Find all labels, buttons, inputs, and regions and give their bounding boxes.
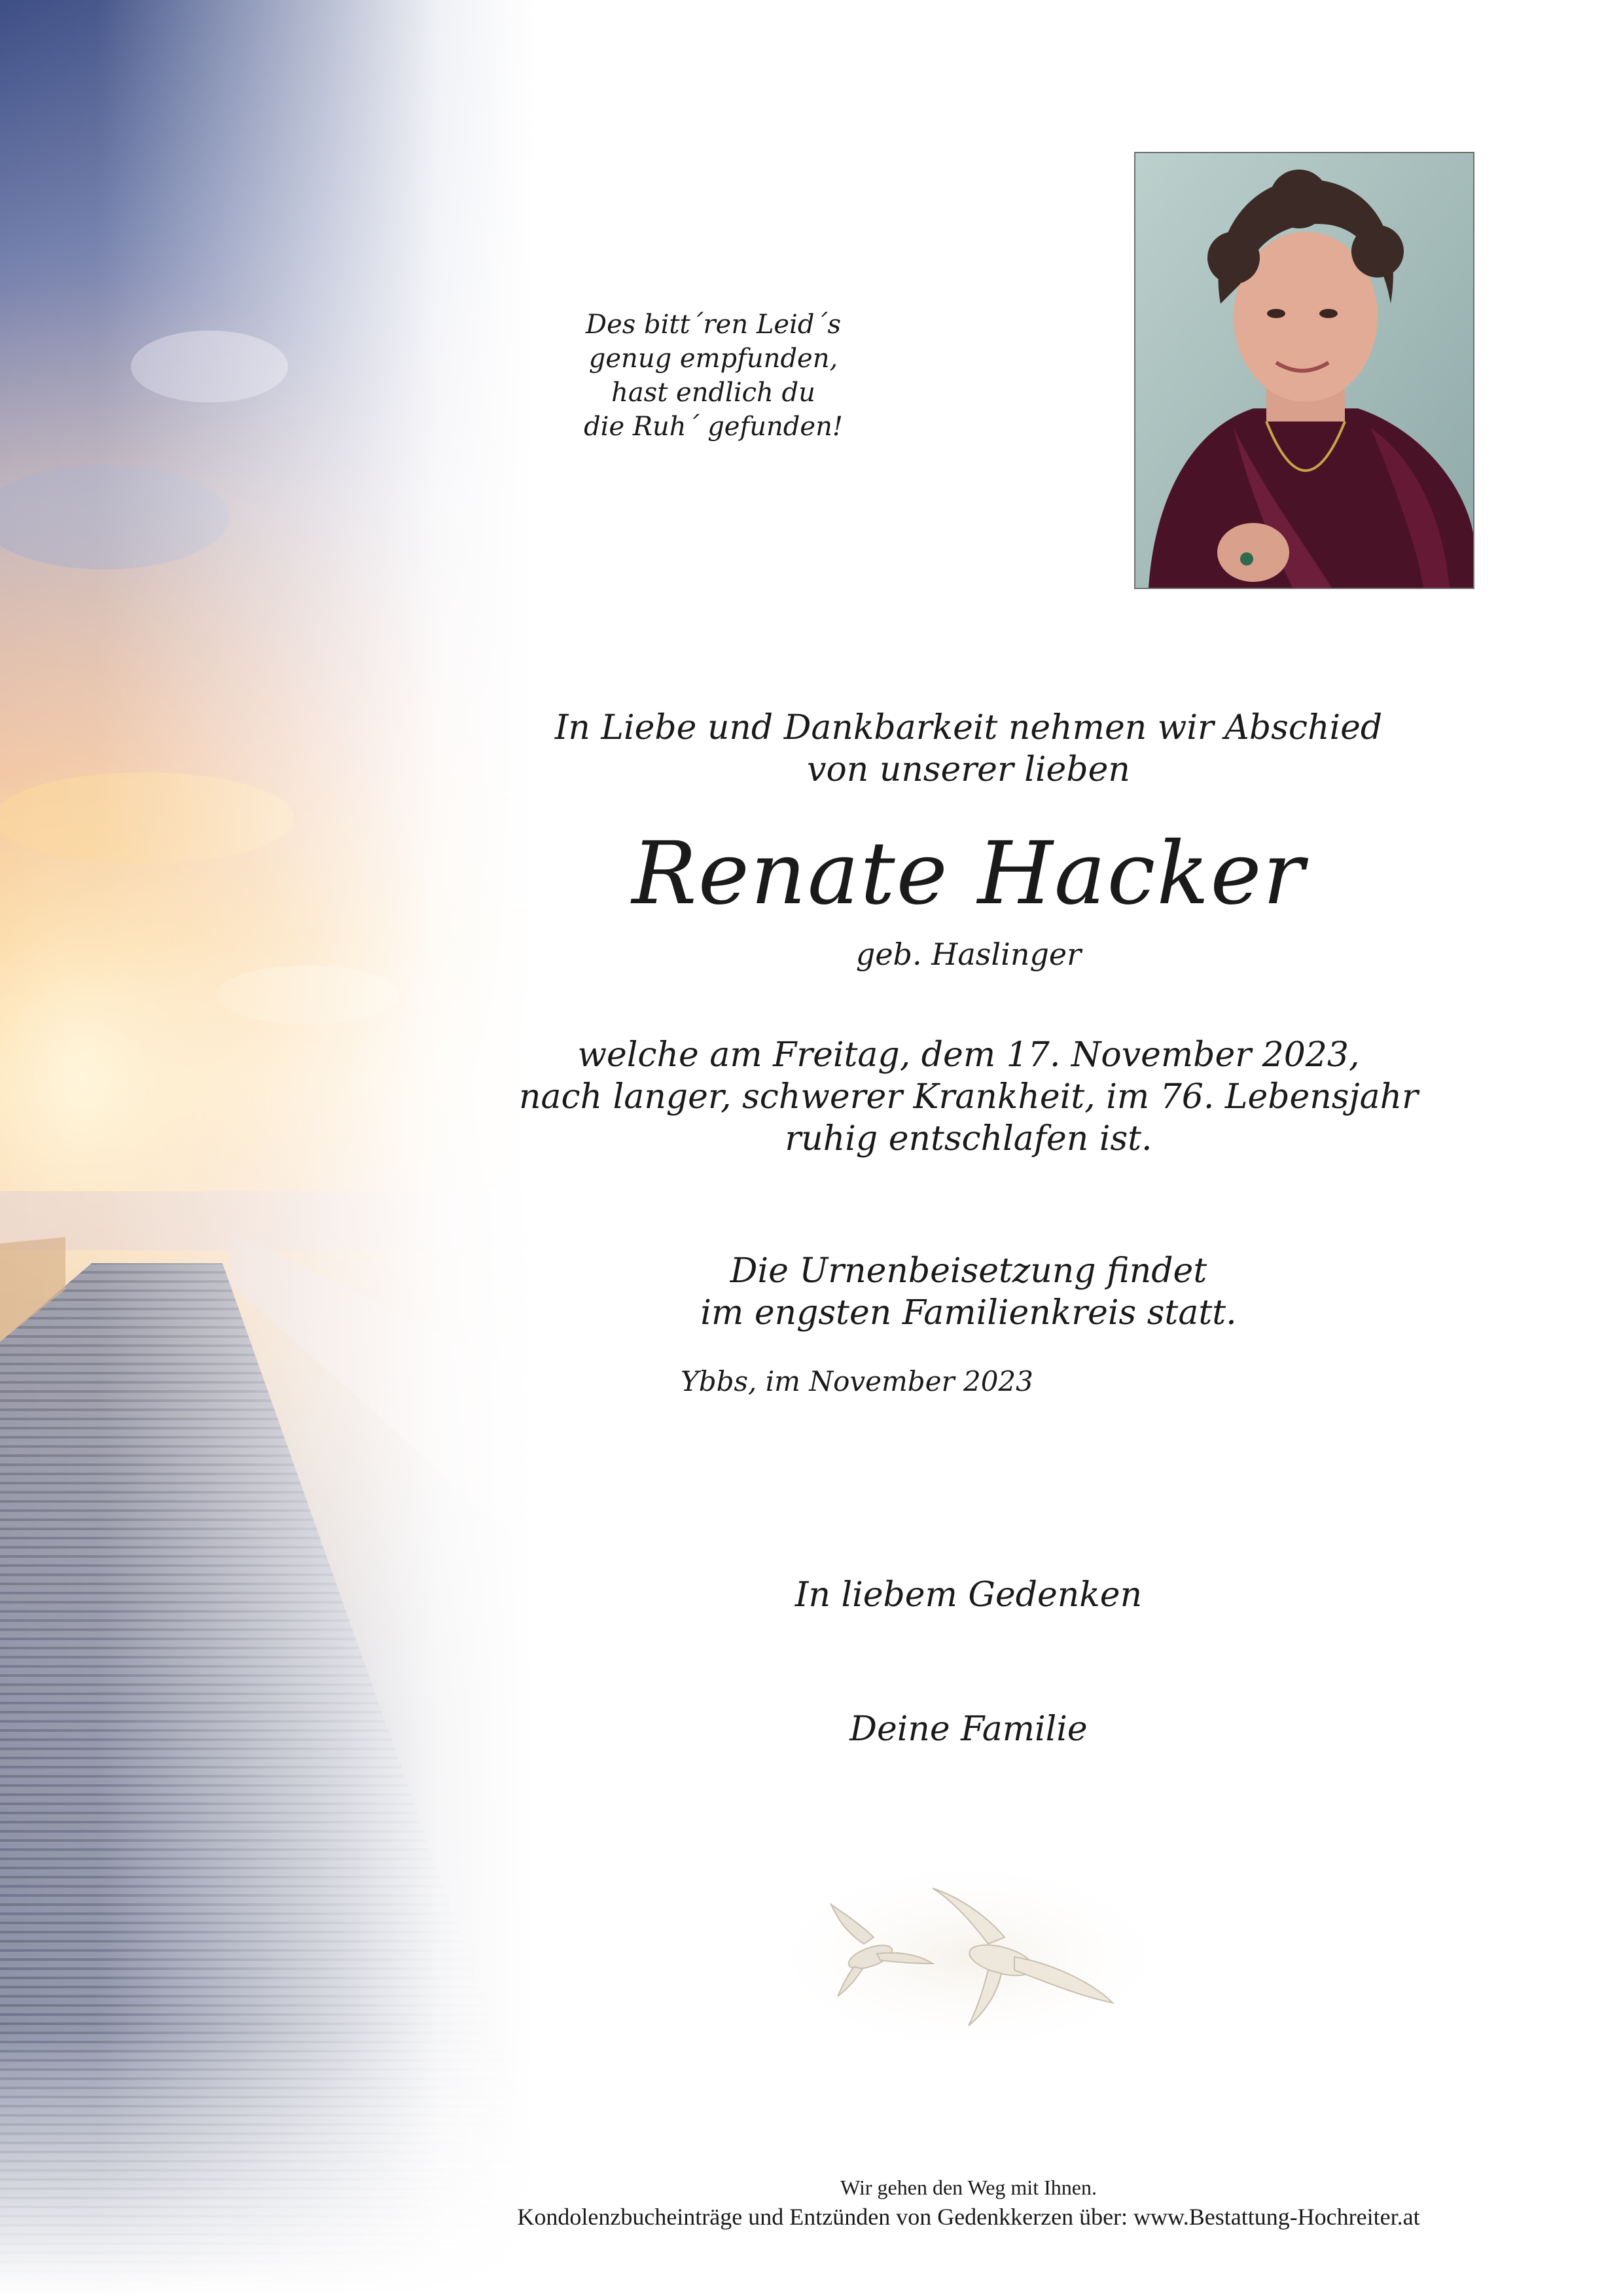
death-notice-line-2: nach langer, schwerer Krankheit, im 76. Lebensjahr bbox=[519, 1077, 1418, 1117]
intro-line-2: von unserer lieben bbox=[807, 750, 1130, 789]
death-notice-line-3: ruhig entschlafen ist. bbox=[785, 1119, 1152, 1158]
place-and-date: Ybbs, im November 2023 bbox=[681, 1365, 1033, 1397]
portrait-image bbox=[1135, 153, 1473, 588]
intro-line-1: In Liebe und Dankbarkeit nehmen wir Abschied bbox=[554, 708, 1383, 747]
memory-phrase: In liebem Gedenken bbox=[794, 1575, 1143, 1615]
footer-condolence-info: Kondolenzbucheinträge und Entzünden von Gedenkkerzen über: www.Bestattung-Hochreiter.at bbox=[517, 2204, 1420, 2230]
memorial-poem bbox=[504, 308, 923, 444]
poem-line: Des bitt´ren Leid´s bbox=[586, 310, 841, 340]
burial-line-2: im engsten Familienkreis statt. bbox=[700, 1293, 1237, 1333]
poem-line: die Ruh´ gefunden! bbox=[584, 412, 843, 442]
deceased-name: Renate Hacker bbox=[632, 823, 1306, 924]
family-signature: Deine Familie bbox=[849, 1710, 1088, 1749]
burial-line-1: Die Urnenbeisetzung findet bbox=[730, 1251, 1207, 1291]
burial-notice bbox=[458, 1250, 1479, 1334]
birth-name: geb. Haslinger bbox=[855, 937, 1082, 972]
death-notice-line-1: welche am Freitag, dem 17. November 2023, bbox=[577, 1035, 1360, 1075]
footer-tagline: Wir gehen den Weg mit Ihnen. bbox=[840, 2176, 1097, 2199]
poem-line: genug empfunden, bbox=[588, 344, 838, 374]
poem-line: hast endlich du bbox=[611, 378, 815, 408]
dove-pair-icon bbox=[792, 1872, 1145, 2042]
portrait-photo bbox=[1134, 152, 1474, 589]
farewell-intro bbox=[458, 707, 1479, 791]
death-notice bbox=[458, 1034, 1479, 1160]
